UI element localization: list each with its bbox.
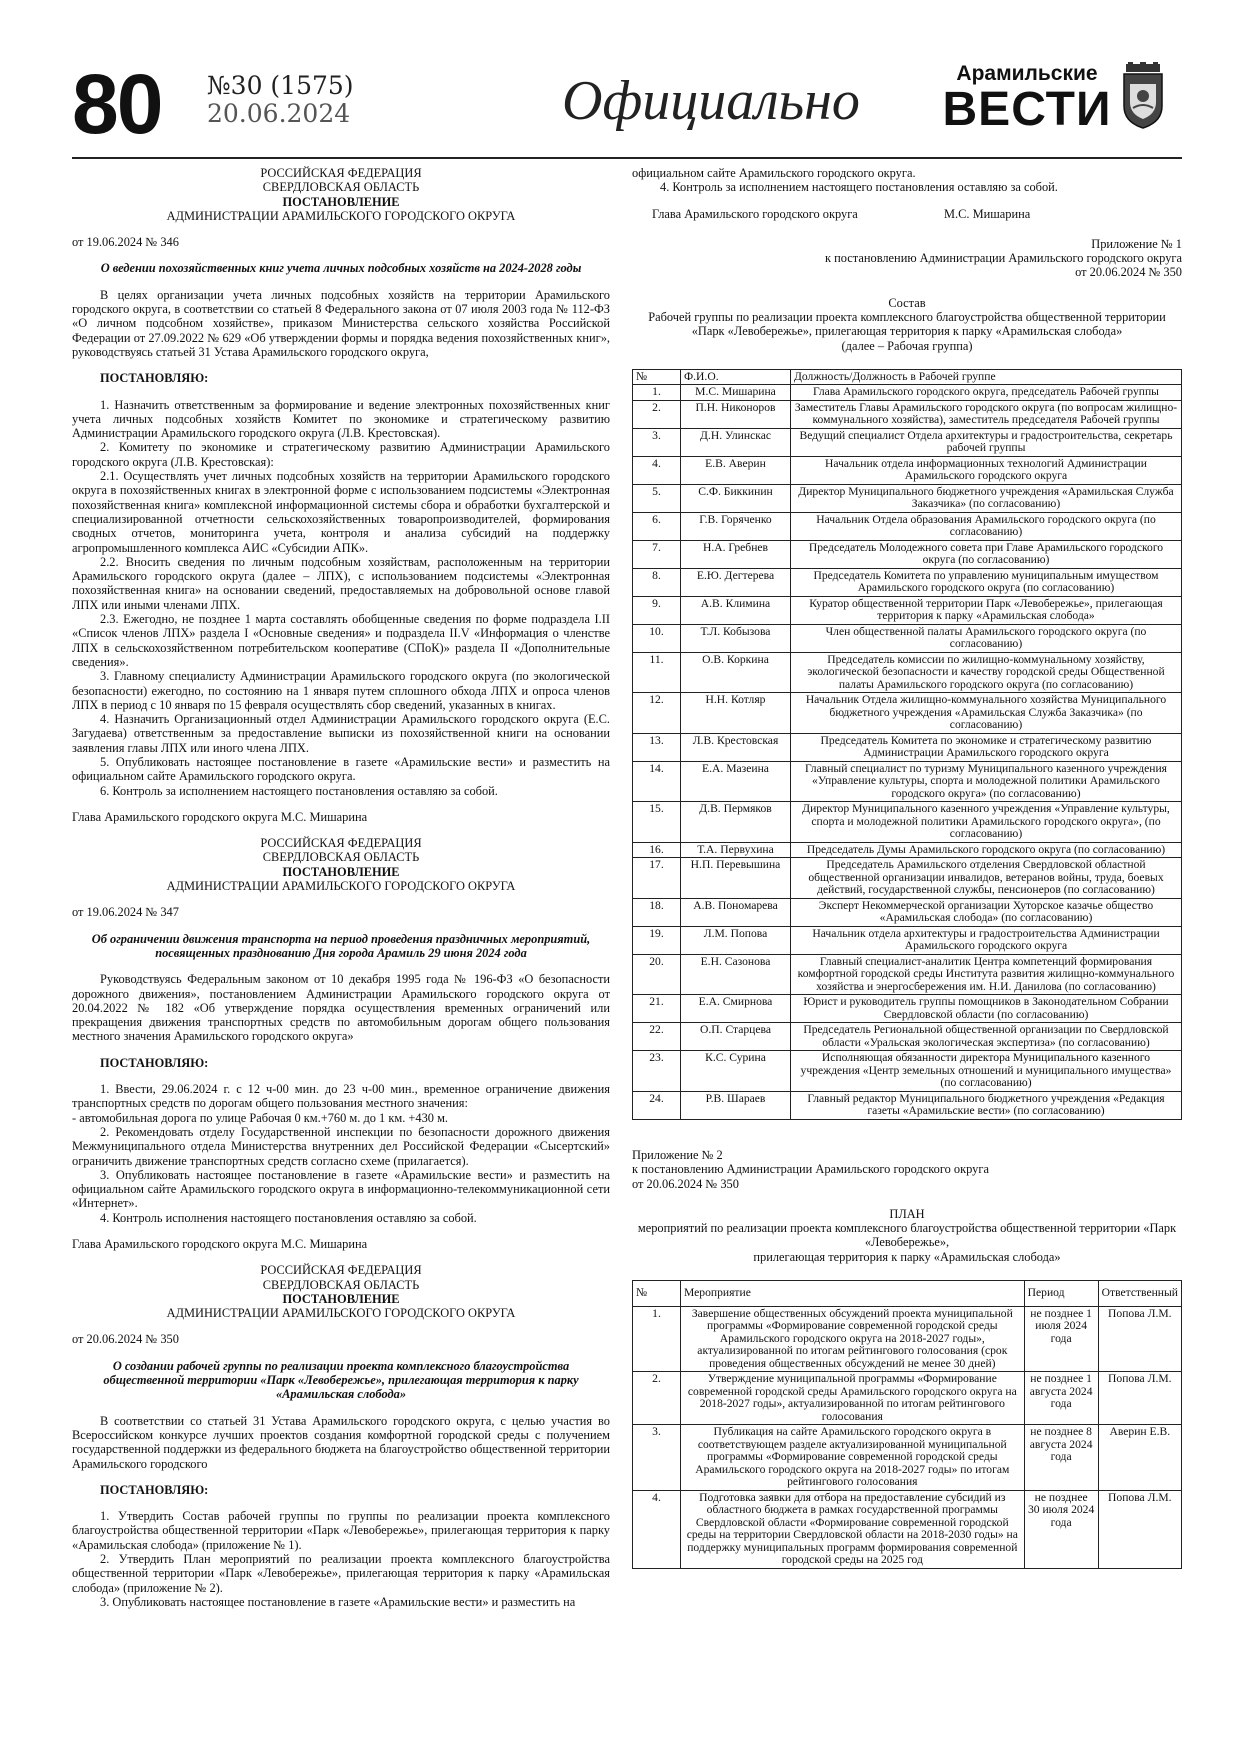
member-name: С.Ф. Биккинин xyxy=(681,484,791,512)
table-row xyxy=(633,428,1182,456)
appendix-ref: к постановлению Администрации Арамильского городского округа xyxy=(632,1162,989,1177)
table-row xyxy=(633,954,1182,995)
member-position: Глава Арамильского городского округа, председатель Рабочей группы xyxy=(791,385,1182,401)
table-row xyxy=(633,1425,1182,1491)
member-name: Г.В. Горяченко xyxy=(681,512,791,540)
row-number: 16. xyxy=(633,842,681,858)
doc-header-line: СВЕРДЛОВСКАЯ ОБЛАСТЬ xyxy=(262,1277,420,1292)
plan-period: не позднее 8 августа 2024 года xyxy=(1024,1425,1098,1491)
doc-item: - автомобильная дорога по улице Рабочая 0 км.+760 м. до 1 км. +430 м. xyxy=(72,1110,449,1125)
table-row xyxy=(633,733,1182,761)
row-number: 11. xyxy=(633,652,681,693)
member-name: Е.В. Аверин xyxy=(681,456,791,484)
row-number: 17. xyxy=(633,858,681,899)
doc-item: 2. Комитету по экономике и стратегическому развитию Администрации Арамильского городского округа (Л.В. Крестовская): xyxy=(72,440,610,469)
member-position: Председатель Региональной общественной организации по Свердловской области «Уральская экологическая экспертиза» (по согласованию) xyxy=(791,1023,1182,1051)
member-name: Н.Н. Котляр xyxy=(681,693,791,734)
doc-item: 3. Опубликовать настоящее постановление в газете «Арамильские вести» и разместить на xyxy=(100,1594,576,1609)
member-position: Начальник отдела архитектуры и градостроительства Администрации Арамильского городского округа xyxy=(791,926,1182,954)
doc-item: 2.2. Вносить сведения по личным подсобным хозяйствам, расположенным на территории Арамильского городского округа (далее – ЛПХ), с использованием подсистемы «Электронная похозяйственная книга» на основании сведений, предоставляемых на добровольной основе главой ЛПХ или иными членами ЛПХ. xyxy=(72,554,610,612)
table-row xyxy=(633,385,1182,401)
action-plan-table xyxy=(632,1280,1182,1569)
row-number: 4. xyxy=(633,456,681,484)
table-row xyxy=(633,484,1182,512)
table-row xyxy=(633,898,1182,926)
appendix-1 xyxy=(632,237,1182,1120)
appendix-label: Приложение № 2 xyxy=(632,1147,723,1162)
member-name: Н.А. Гребнев xyxy=(681,540,791,568)
doc-signature: Глава Арамильского городского округа М.С. Мишарина xyxy=(72,809,368,824)
table-row xyxy=(633,842,1182,858)
signature-name: М.С. Мишарина xyxy=(944,206,1031,221)
appendix-date: от 20.06.2024 № 350 xyxy=(1075,265,1182,280)
row-number: 23. xyxy=(633,1051,681,1092)
member-position: Эксперт Некоммерческой организации Хуторское казачье общество «Арамильская слобода» (по согласованию) xyxy=(791,898,1182,926)
signature-title: Глава Арамильского городского округа xyxy=(652,206,858,221)
member-name: Р.В. Шараев xyxy=(681,1091,791,1119)
table-header-row xyxy=(633,369,1182,385)
doc-intro: Руководствуясь Федеральным законом от 10 декабря 1995 года № 196-ФЗ «О безопасности дорожного движения», постановлением Администрации Арамильского городского округа от 20.04.2022 № 182 «Об утверждение порядка осуществления временных ограничений или прекращения движения транспортных средств по автомобильным дорогам общего пользования местного значения Арамильского городского округа» xyxy=(72,972,610,1044)
doc-item: 1. Ввести, 29.06.2024 г. с 12 ч-00 мин. до 23 ч-00 мин., временное ограничение движения транспортных средств по дорогам общего пользования местного значения: xyxy=(72,1082,610,1111)
member-name: Д.В. Пермяков xyxy=(681,802,791,843)
member-position: Председатель комиссии по жилищно-коммунальному хозяйству, экологической безопасности и качеству городской среды Общественной палаты Арамильского городского округа (по согласованию) xyxy=(791,652,1182,693)
table-row xyxy=(633,540,1182,568)
doc-item: 2.1. Осуществлять учет личных подсобных хозяйств на территории Арамильского городского округа в похозяйственных книгах в электронной форме с использованием подсистемы «Электронная похозяйственная книга» комплексной информационной системы сбора и обработки бухгалтерской и специализированной отчетности сельскохозяйственных товаропроизводителей, формирования сводных отчетов, мониторинга учета, контроля и анализа субсидий на поддержку агропромышленного комплекса АИС «Субсидии АПК». xyxy=(72,469,610,555)
column-header: № xyxy=(633,369,681,385)
doc-date: от 20.06.2024 № 350 xyxy=(72,1332,179,1347)
member-position: Председатель Арамильского отделения Свердловской областной общественной организации инвалидов, ветеранов войны, труда, боевых действий, государственной службы, пенсионеров (по согласованию) xyxy=(791,858,1182,899)
plan-responsible: Попова Л.М. xyxy=(1098,1490,1181,1568)
page-header xyxy=(72,57,1182,157)
doc-347 xyxy=(72,836,610,1251)
appendix-date: от 20.06.2024 № 350 xyxy=(632,1176,739,1191)
doc-header-line: СВЕРДЛОВСКАЯ ОБЛАСТЬ xyxy=(262,180,420,195)
doc-header-line: РОССИЙСКАЯ ФЕДЕРАЦИЯ xyxy=(260,166,422,180)
column-header: Мероприятие xyxy=(681,1281,1025,1307)
newspaper-logo xyxy=(942,62,1172,134)
doc-header-line: АДМИНИСТРАЦИИ АРАМИЛЬСКОГО ГОРОДСКОГО ОКРУГА xyxy=(166,208,516,223)
table-row xyxy=(633,1091,1182,1119)
doc-item: 5. Опубликовать настоящее постановление в газете «Арамильские вести» и разместить на официальном сайте Арамильского городского округа. xyxy=(72,754,610,784)
plan-event: Утверждение муниципальной программы «Формирование современной городской среды Арамильского городского округа на 2018-2027 годы», актуализированной по итогам рейтингового голосования xyxy=(681,1372,1025,1425)
member-name: О.В. Коркина xyxy=(681,652,791,693)
doc-signature: Глава Арамильского городского округа М.С. Мишарина xyxy=(72,1237,368,1251)
doc-item: 4. Контроль за исполнением настоящего постановления оставляю за собой. xyxy=(660,180,1058,195)
member-position: Член общественной палаты Арамильского городского округа (по согласованию) xyxy=(791,624,1182,652)
logo-main-text: ВЕСТИ xyxy=(942,83,1112,136)
table-row xyxy=(633,624,1182,652)
appendix-subtitle: прилегающая территория к парку «Арамильская слобода» xyxy=(753,1249,1061,1264)
appendix-ref: к постановлению Администрации Арамильского городского округа xyxy=(825,251,1182,266)
member-position: Председатель Комитета по управлению муниципальным имуществом Арамильского городского округа (по согласованию) xyxy=(791,568,1182,596)
doc-item: 4. Назначить Организационный отдел Администрации Арамильского городского округа (Е.С. Загудаева) ответственным за предоставление выписки из похозяйственной книги на основании заявления главы ЛПХ или иного члена ЛПХ. xyxy=(72,712,610,755)
table-row xyxy=(633,802,1182,843)
column-header: № xyxy=(633,1281,681,1307)
table-row xyxy=(633,1306,1182,1372)
member-position: Юрист и руководитель группы помощников в Законодательном Собрании Свердловской области (по согласованию) xyxy=(791,995,1182,1023)
plan-period: не позднее 1 августа 2024 года xyxy=(1024,1372,1098,1425)
member-position: Председатель Молодежного совета при Главе Арамильского городского округа (по согласованию) xyxy=(791,540,1182,568)
member-name: Е.А. Мазеина xyxy=(681,761,791,802)
table-row xyxy=(633,1372,1182,1425)
plan-responsible: Попова Л.М. xyxy=(1098,1372,1181,1425)
column-header: Период xyxy=(1024,1281,1098,1307)
member-name: Л.М. Попова xyxy=(681,926,791,954)
table-row xyxy=(633,1051,1182,1092)
row-number: 10. xyxy=(633,624,681,652)
doc-header-type: ПОСТАНОВЛЕНИЕ xyxy=(282,1291,400,1306)
appendix-label: Приложение № 1 xyxy=(1091,236,1182,251)
table-row xyxy=(633,995,1182,1023)
doc-date: от 19.06.2024 № 347 xyxy=(72,905,179,920)
row-number: 2. xyxy=(633,400,681,428)
member-position: Председатель Комитета по экономике и стратегическому развитию Администрации Арамильского городского округа xyxy=(791,733,1182,761)
doc-item: 3. Главному специалисту Администрации Арамильского городского округа (по экологической безопасности) ежегодно, по состоянию на 1 января путем сплошного обхода ЛПХ и опроса членов ЛПХ в период с 10 января по 15 февраля осуществлять сбор сведений, указанных в книгах. xyxy=(72,669,610,712)
member-name: М.С. Мишарина xyxy=(681,385,791,401)
doc-item: 2. Рекомендовать отделу Государственной инспекции по безопасности дорожного движения Межмуниципального отдела Министерства внутренних дел Российской Федерации «Сысертский» ограничить движение транспортных средств согласно схеме (прилагается). xyxy=(72,1124,610,1168)
doc-item: 1. Утвердить Состав рабочей группы по группы по реализации проекта комплексного благоустройства общественной территории «Парк «Левобережье», прилегающая территория к парку «Арамильская слобода» (приложение № 1). xyxy=(72,1509,610,1552)
doc-346 xyxy=(72,166,610,824)
member-name: А.В. Пономарева xyxy=(681,898,791,926)
member-name: Л.В. Крестовская xyxy=(681,733,791,761)
row-number: 13. xyxy=(633,733,681,761)
coat-of-arms-icon xyxy=(1120,62,1166,130)
left-column xyxy=(72,166,610,1609)
working-group-rows xyxy=(633,385,1182,1120)
appendix-title: Состав xyxy=(888,295,926,310)
right-column xyxy=(632,166,1182,1569)
doc-continuation: официальном сайте Арамильского городского округа. xyxy=(632,166,916,180)
row-number: 4. xyxy=(633,1490,681,1568)
row-number: 7. xyxy=(633,540,681,568)
doc-signature xyxy=(632,207,1182,221)
row-number: 12. xyxy=(633,693,681,734)
doc-resolve: ПОСТАНОВЛЯЮ: xyxy=(100,371,209,386)
member-position: Начальник Отдела образования Арамильского городского округа (по согласованию) xyxy=(791,512,1182,540)
plan-event: Подготовка заявки для отбора на предоставление субсидий из областного бюджета в рамках государственной программы Свердловской области «Формирование современной городской среды на территории Свердловской области на 2018-2030 годы» на поддержку муниципальных программ формирования современной городской среды на 2025 год xyxy=(681,1490,1025,1568)
table-row xyxy=(633,693,1182,734)
plan-period: не позднее 1 июля 2024 года xyxy=(1024,1306,1098,1372)
doc-header-type: ПОСТАНОВЛЕНИЕ xyxy=(282,194,400,209)
member-position: Главный редактор Муниципального бюджетного учреждения «Редакция газеты «Арамильские вести» (по согласованию) xyxy=(791,1091,1182,1119)
row-number: 9. xyxy=(633,596,681,624)
appendix-subtitle: мероприятий по реализации проекта комплексного благоустройства общественной территории «Парк «Левобережье», xyxy=(637,1221,1177,1250)
appendix-2 xyxy=(632,1148,1182,1569)
row-number: 8. xyxy=(633,568,681,596)
member-position: Куратор общественной территории Парк «Левобережье», прилегающая территория к парку «Арамильская слобода» xyxy=(791,596,1182,624)
logo-top-text: Арамильские xyxy=(956,62,1098,85)
issue-info xyxy=(207,72,354,128)
doc-item: 4. Контроль исполнения настоящего постановления оставляю за собой. xyxy=(100,1210,477,1225)
row-number: 3. xyxy=(633,1425,681,1491)
member-position: Главный специалист по туризму Муниципального казенного учреждения «Управление культуры, спорта и молодежной политики Арамильского городского округа» (по согласованию) xyxy=(791,761,1182,802)
doc-intro: В соответствии со статьей 31 Устава Арамильского городского округа, с целью участия во Всероссийском конкурсе лучших проектов создания комфортной городской среды с получением государственной поддержки из федерального бюджета на благоустройство общественной территории Арамильского городского xyxy=(72,1413,610,1471)
row-number: 22. xyxy=(633,1023,681,1051)
doc-title: О создании рабочей группы по реализации проекта комплексного благоустройства общественной территории «Парк «Левобережье», прилегающая территория к парку «Арамильская слобода» xyxy=(103,1358,579,1402)
doc-header-line: РОССИЙСКАЯ ФЕДЕРАЦИЯ xyxy=(260,836,422,851)
table-row xyxy=(633,1490,1182,1568)
issue-number: №30 (1575) xyxy=(207,71,354,100)
row-number: 24. xyxy=(633,1091,681,1119)
plan-responsible: Попова Л.М. xyxy=(1098,1306,1181,1372)
row-number: 1. xyxy=(633,1306,681,1372)
member-name: К.С. Сурина xyxy=(681,1051,791,1092)
table-row xyxy=(633,512,1182,540)
doc-item: 2.3. Ежегодно, не позднее 1 марта составлять обобщенные сведения по форме подраздела I.II «Список членов ЛПХ» раздела I «Основные сведения» и подраздела II.V «Информация о членстве ЛПХ в сельскохозяйственном потребительском кооперативе (СПоК)» раздела II «Дополнительные сведения». xyxy=(72,612,610,669)
table-row xyxy=(633,926,1182,954)
table-row xyxy=(633,568,1182,596)
issue-date: 20.06.2024 xyxy=(207,99,351,128)
row-number: 18. xyxy=(633,898,681,926)
section-title: Официально xyxy=(562,70,860,132)
page-number: 80 xyxy=(72,57,162,151)
member-name: О.П. Старцева xyxy=(681,1023,791,1051)
member-position: Начальник Отдела жилищно-коммунального хозяйства Муниципального бюджетного учреждения «Арамильская Служба Заказчика» (по согласованию) xyxy=(791,693,1182,734)
member-position: Директор Муниципального бюджетного учреждения «Арамильская Служба Заказчика» (по согласованию) xyxy=(791,484,1182,512)
row-number: 2. xyxy=(633,1372,681,1425)
plan-event: Публикация на сайте Арамильского городского округа в соответствующем разделе актуализированной муниципальной программы «Формирование современной городской среды Арамильского городского округа на 2018-2027 годы» по итогам рейтингового голосования xyxy=(681,1425,1025,1491)
member-name: Т.А. Первухина xyxy=(681,842,791,858)
table-row xyxy=(633,1023,1182,1051)
doc-title: Об ограничении движения транспорта на период проведения праздничных мероприятий, посвященных празднованию Дня города Арамиль 29 июня 2024 года xyxy=(91,931,591,960)
table-row xyxy=(633,400,1182,428)
plan-responsible: Аверин Е.В. xyxy=(1098,1425,1181,1491)
doc-intro: В целях организации учета личных подсобных хозяйств на территории Арамильского городского округа, в соответствии со статьей 8 Федерального закона от 07 июля 2003 года № 112-ФЗ «О личном подсобном хозяйстве», приказом Министерства сельского хозяйства Российской Федерации от 27.09.2022 № 629 «Об утверждении формы и порядка ведения похозяйственных книг», руководствуясь статьей 31 Устава Арамильского городского округа, xyxy=(72,287,610,359)
member-position: Председатель Думы Арамильского городского округа (по согласованию) xyxy=(791,842,1182,858)
member-name: Н.П. Перевышина xyxy=(681,858,791,899)
doc-date: от 19.06.2024 № 346 xyxy=(72,235,179,250)
member-position: Исполняющая обязанности директора Муниципального казенного учреждения «Центр земельных отношений и муниципального имущества» (по согласованию) xyxy=(791,1051,1182,1092)
table-header-row xyxy=(633,1281,1182,1307)
member-name: Е.Ю. Дегтерева xyxy=(681,568,791,596)
appendix-title: ПЛАН xyxy=(889,1206,925,1221)
doc-resolve: ПОСТАНОВЛЯЮ: xyxy=(100,1482,209,1497)
member-name: А.В. Климина xyxy=(681,596,791,624)
doc-header-line: СВЕРДЛОВСКАЯ ОБЛАСТЬ xyxy=(262,850,420,865)
row-number: 21. xyxy=(633,995,681,1023)
row-number: 20. xyxy=(633,954,681,995)
member-name: П.Н. Никоноров xyxy=(681,400,791,428)
doc-350 xyxy=(72,1263,610,1609)
column-header: Должность/Должность в Рабочей группе xyxy=(791,369,1182,385)
table-row xyxy=(633,596,1182,624)
member-position: Главный специалист-аналитик Центра компетенций формирования комфортной городской среды Института развития жилищно-коммунального хозяйства и энергосбережения им. Н.И. Данилова (по согласованию) xyxy=(791,954,1182,995)
member-name: Д.Н. Улинскас xyxy=(681,428,791,456)
header-rule xyxy=(72,157,1182,159)
doc-item: 3. Опубликовать настоящее постановление в газете «Арамильские вести» и разместить на официальном сайте Арамильского городского округа в информационно-телекоммуникационной сети «Интернет». xyxy=(72,1167,610,1211)
member-position: Директор Муниципального казенного учреждения «Управление культуры, спорта и молодежной политики Арамильского городского округа», (по согласованию) xyxy=(791,802,1182,843)
row-number: 15. xyxy=(633,802,681,843)
plan-event: Завершение общественных обсуждений проекта муниципальной программы «Формирование современной городской среды Арамильского городского округа на 2018-2027 годы», актуализированной по итогам рейтингового голосования (срок проведения общественных обсуждений не менее 30 дней) xyxy=(681,1306,1025,1372)
member-position: Заместитель Главы Арамильского городского округа (по вопросам жилищно-коммунального хозяйства), заместитель председателя Рабочей группы xyxy=(791,400,1182,428)
table-row xyxy=(633,456,1182,484)
doc-header-line: АДМИНИСТРАЦИИ АРАМИЛЬСКОГО ГОРОДСКОГО ОКРУГА xyxy=(166,1306,516,1321)
member-name: Е.Н. Сазонова xyxy=(681,954,791,995)
plan-period: не позднее 30 июля 2024 года xyxy=(1024,1490,1098,1568)
doc-resolve: ПОСТАНОВЛЯЮ: xyxy=(100,1055,209,1070)
table-row xyxy=(633,858,1182,899)
row-number: 6. xyxy=(633,512,681,540)
doc-item: 2. Утвердить План мероприятий по реализации проекта комплексного благоустройства общественной территории «Парк «Левобережье», прилегающая территория к парку «Арамильская слобода» (приложение № 2). xyxy=(72,1552,610,1595)
column-header: Ответственный xyxy=(1098,1281,1181,1307)
row-number: 5. xyxy=(633,484,681,512)
doc-header-type: ПОСТАНОВЛЕНИЕ xyxy=(282,864,400,879)
doc-item: 6. Контроль за исполнением настоящего постановления оставляю за собой. xyxy=(100,783,498,798)
member-position: Начальник отдела информационных технологий Администрации Арамильского городского округа xyxy=(791,456,1182,484)
doc-header-line: АДМИНИСТРАЦИИ АРАМИЛЬСКОГО ГОРОДСКОГО ОКРУГА xyxy=(166,879,516,894)
row-number: 1. xyxy=(633,385,681,401)
doc-header-line: РОССИЙСКАЯ ФЕДЕРАЦИЯ xyxy=(260,1263,422,1278)
member-position: Ведущий специалист Отдела архитектуры и градостроительства, секретарь рабочей группы xyxy=(791,428,1182,456)
doc-item: 1. Назначить ответственным за формирование и ведение электронных похозяйственных книг учета личных подсобных хозяйств Комитет по экономике и стратегическому развитию Администрации Арамильского городского округа (Л.В. Крестовская). xyxy=(72,397,610,441)
working-group-table xyxy=(632,369,1182,1120)
row-number: 19. xyxy=(633,926,681,954)
table-row xyxy=(633,761,1182,802)
action-plan-rows xyxy=(633,1306,1182,1568)
table-row xyxy=(633,652,1182,693)
doc-title: О ведении похозяйственных книг учета личных подсобных хозяйств на 2024-2028 годы xyxy=(100,261,582,276)
row-number: 3. xyxy=(633,428,681,456)
member-name: Т.Л. Кобызова xyxy=(681,624,791,652)
member-name: Е.А. Смирнова xyxy=(681,995,791,1023)
row-number: 14. xyxy=(633,761,681,802)
appendix-subtitle: Рабочей группы по реализации проекта комплексного благоустройства общественной территории «Парк «Левобережье», прилегающая территория к парку «Арамильская слобода» xyxy=(648,310,1166,339)
appendix-subtitle: (далее – Рабочая группа) xyxy=(841,338,973,353)
column-header: Ф.И.О. xyxy=(681,369,791,385)
